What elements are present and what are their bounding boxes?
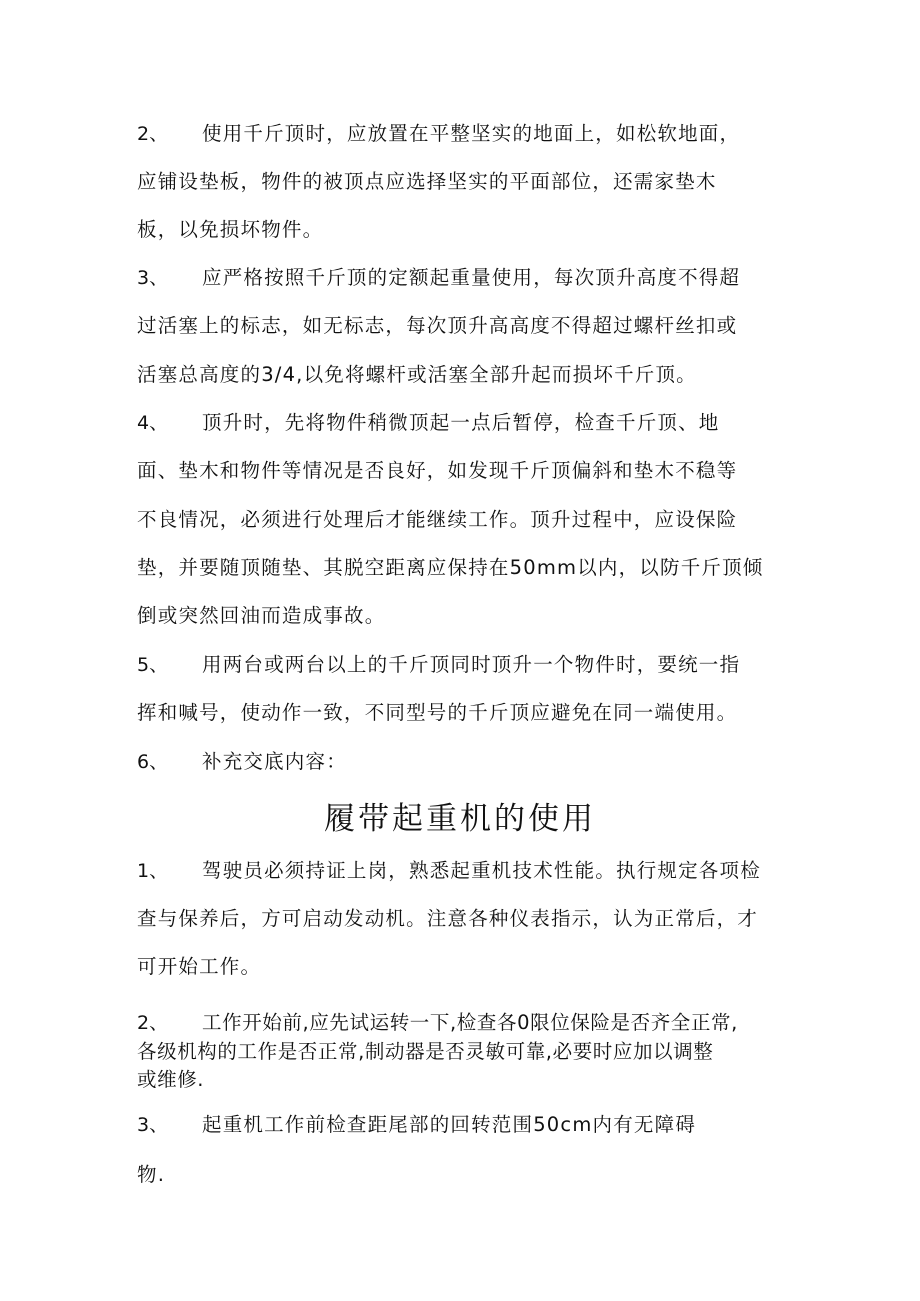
text-line: 工作开始前,应先试运转一下,检查各0限位保险是否齐全正常, — [202, 1011, 738, 1034]
item-number: 6、 — [137, 751, 169, 773]
text-line: 起重机工作前检查距尾部的回转范围50cm内有无障碍 — [202, 1113, 697, 1136]
text-line: 过活塞上的标志，如无标志，每次顶升高高度不得超过螺杆丝扣或 — [137, 314, 738, 337]
text-line: 应铺设垫板，物件的被顶点应选择坚实的平面部位，还需家垫木 — [137, 170, 717, 193]
item-number: 2、 — [137, 1012, 169, 1034]
item-number: 3、 — [137, 267, 169, 289]
item-number: 4、 — [137, 412, 169, 434]
item-number: 1、 — [137, 860, 169, 882]
text-line: 查与保养后，方可启动发动机。注意各种仪表指示，认为正常后，才 — [137, 907, 759, 930]
text-line: 物. — [137, 1163, 166, 1186]
section-title: 履带起重机的使用 — [324, 801, 596, 837]
text-line: 倒或突然回油而造成事故。 — [137, 604, 386, 627]
text-line: 应严格按照千斤顶的定额起重量使用，每次顶升高度不得超 — [202, 266, 741, 289]
text-line: 顶升时，先将物件稍微顶起一点后暂停，检查千斤顶、地 — [202, 411, 720, 434]
text-line: 或维修. — [137, 1068, 205, 1091]
item-number: 2、 — [137, 123, 169, 145]
text-line: 挥和喊号，使动作一致，不同型号的千斤顶应避免在同一端使用。 — [137, 701, 738, 724]
text-line: 面、垫木和物件等情况是否良好，如发现千斤顶偏斜和垫木不稳等 — [137, 459, 738, 482]
text-line: 补充交底内容： — [202, 750, 347, 773]
text-line: 用两台或两台以上的千斤顶同时顶升一个物件时，要统一指 — [202, 653, 741, 676]
item-number: 5、 — [137, 654, 169, 676]
text-line: 板，以免损坏物件。 — [137, 218, 324, 241]
text-line: 各级机构的工作是否正常,制动器是否灵敏可靠,必要时应加以调整 — [137, 1040, 714, 1063]
text-line: 垫，并要随顶随垫、其脱空距离应保持在50mm以内，以防千斤顶倾 — [137, 556, 764, 579]
text-line: 活塞总高度的3/4,以免将螺杆或活塞全部升起而损坏千斤顶。 — [137, 363, 697, 386]
text-line: 不良情况，必须进行处理后才能继续工作。顶升过程中，应设保险 — [137, 508, 738, 531]
text-line: 使用千斤顶时，应放置在平整坚实的地面上，如松软地面， — [202, 122, 741, 145]
item-number: 3、 — [137, 1114, 169, 1136]
text-line: 可开始工作。 — [137, 955, 262, 978]
text-line: 驾驶员必须持证上岗，熟悉起重机技术性能。执行规定各项检 — [202, 859, 761, 882]
